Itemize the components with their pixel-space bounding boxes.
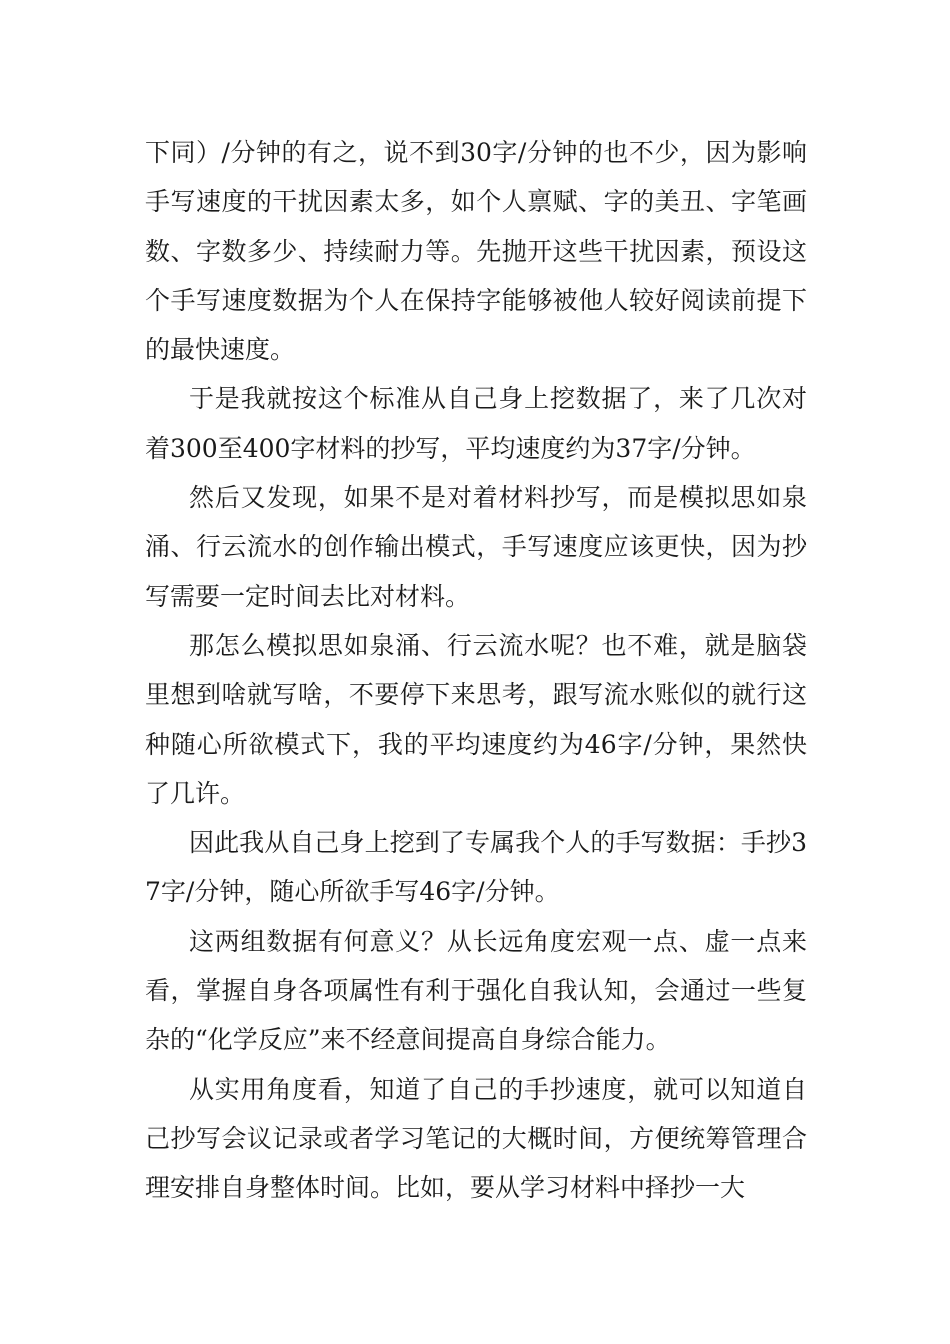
paragraph-2: 于是我就按这个标准从自己身上挖数据了，来了几次对着300至400字材料的抄写，平均速度约为37字/分钟。 (145, 384, 807, 463)
document-body (145, 128, 807, 1213)
paragraph-1: 下同）/分钟的有之，说不到30字/分钟的也不少，因为影响手写速度的干扰因素太多，如个人禀赋、字的美丑、字笔画数、字数多少、持续耐力等。先抛开这些干扰因素，预设这个手写速度数据为个人在保持字能够被他人较好阅读前提下的最快速度。 (145, 138, 807, 365)
paragraph-6: 这两组数据有何意义？从长远角度宏观一点、虚一点来看，掌握自身各项属性有利于强化自我认知，会通过一些复杂的“化学反应”来不经意间提高自身综合能力。 (145, 926, 807, 1055)
paragraph-4: 那怎么模拟思如泉涌、行云流水呢？也不难，就是脑袋里想到啥就写啥，不要停下来思考，跟写流水账似的就行这种随心所欲模式下，我的平均速度约为46字/分钟，果然快了几许。 (145, 630, 807, 808)
paragraph-7: 从实用角度看，知道了自己的手抄速度，就可以知道自己抄写会议记录或者学习笔记的大概时间，方便统筹管理合理安排自身整体时间。比如，要从学习材料中择抄一大 (145, 1074, 807, 1203)
paragraph-5: 因此我从自己身上挖到了专属我个人的手写数据：手抄37字/分钟，随心所欲手写46字/分钟。 (145, 828, 807, 907)
paragraph-3: 然后又发现，如果不是对着材料抄写，而是模拟思如泉涌、行云流水的创作输出模式，手写速度应该更快，因为抄写需要一定时间去比对材料。 (145, 483, 807, 611)
